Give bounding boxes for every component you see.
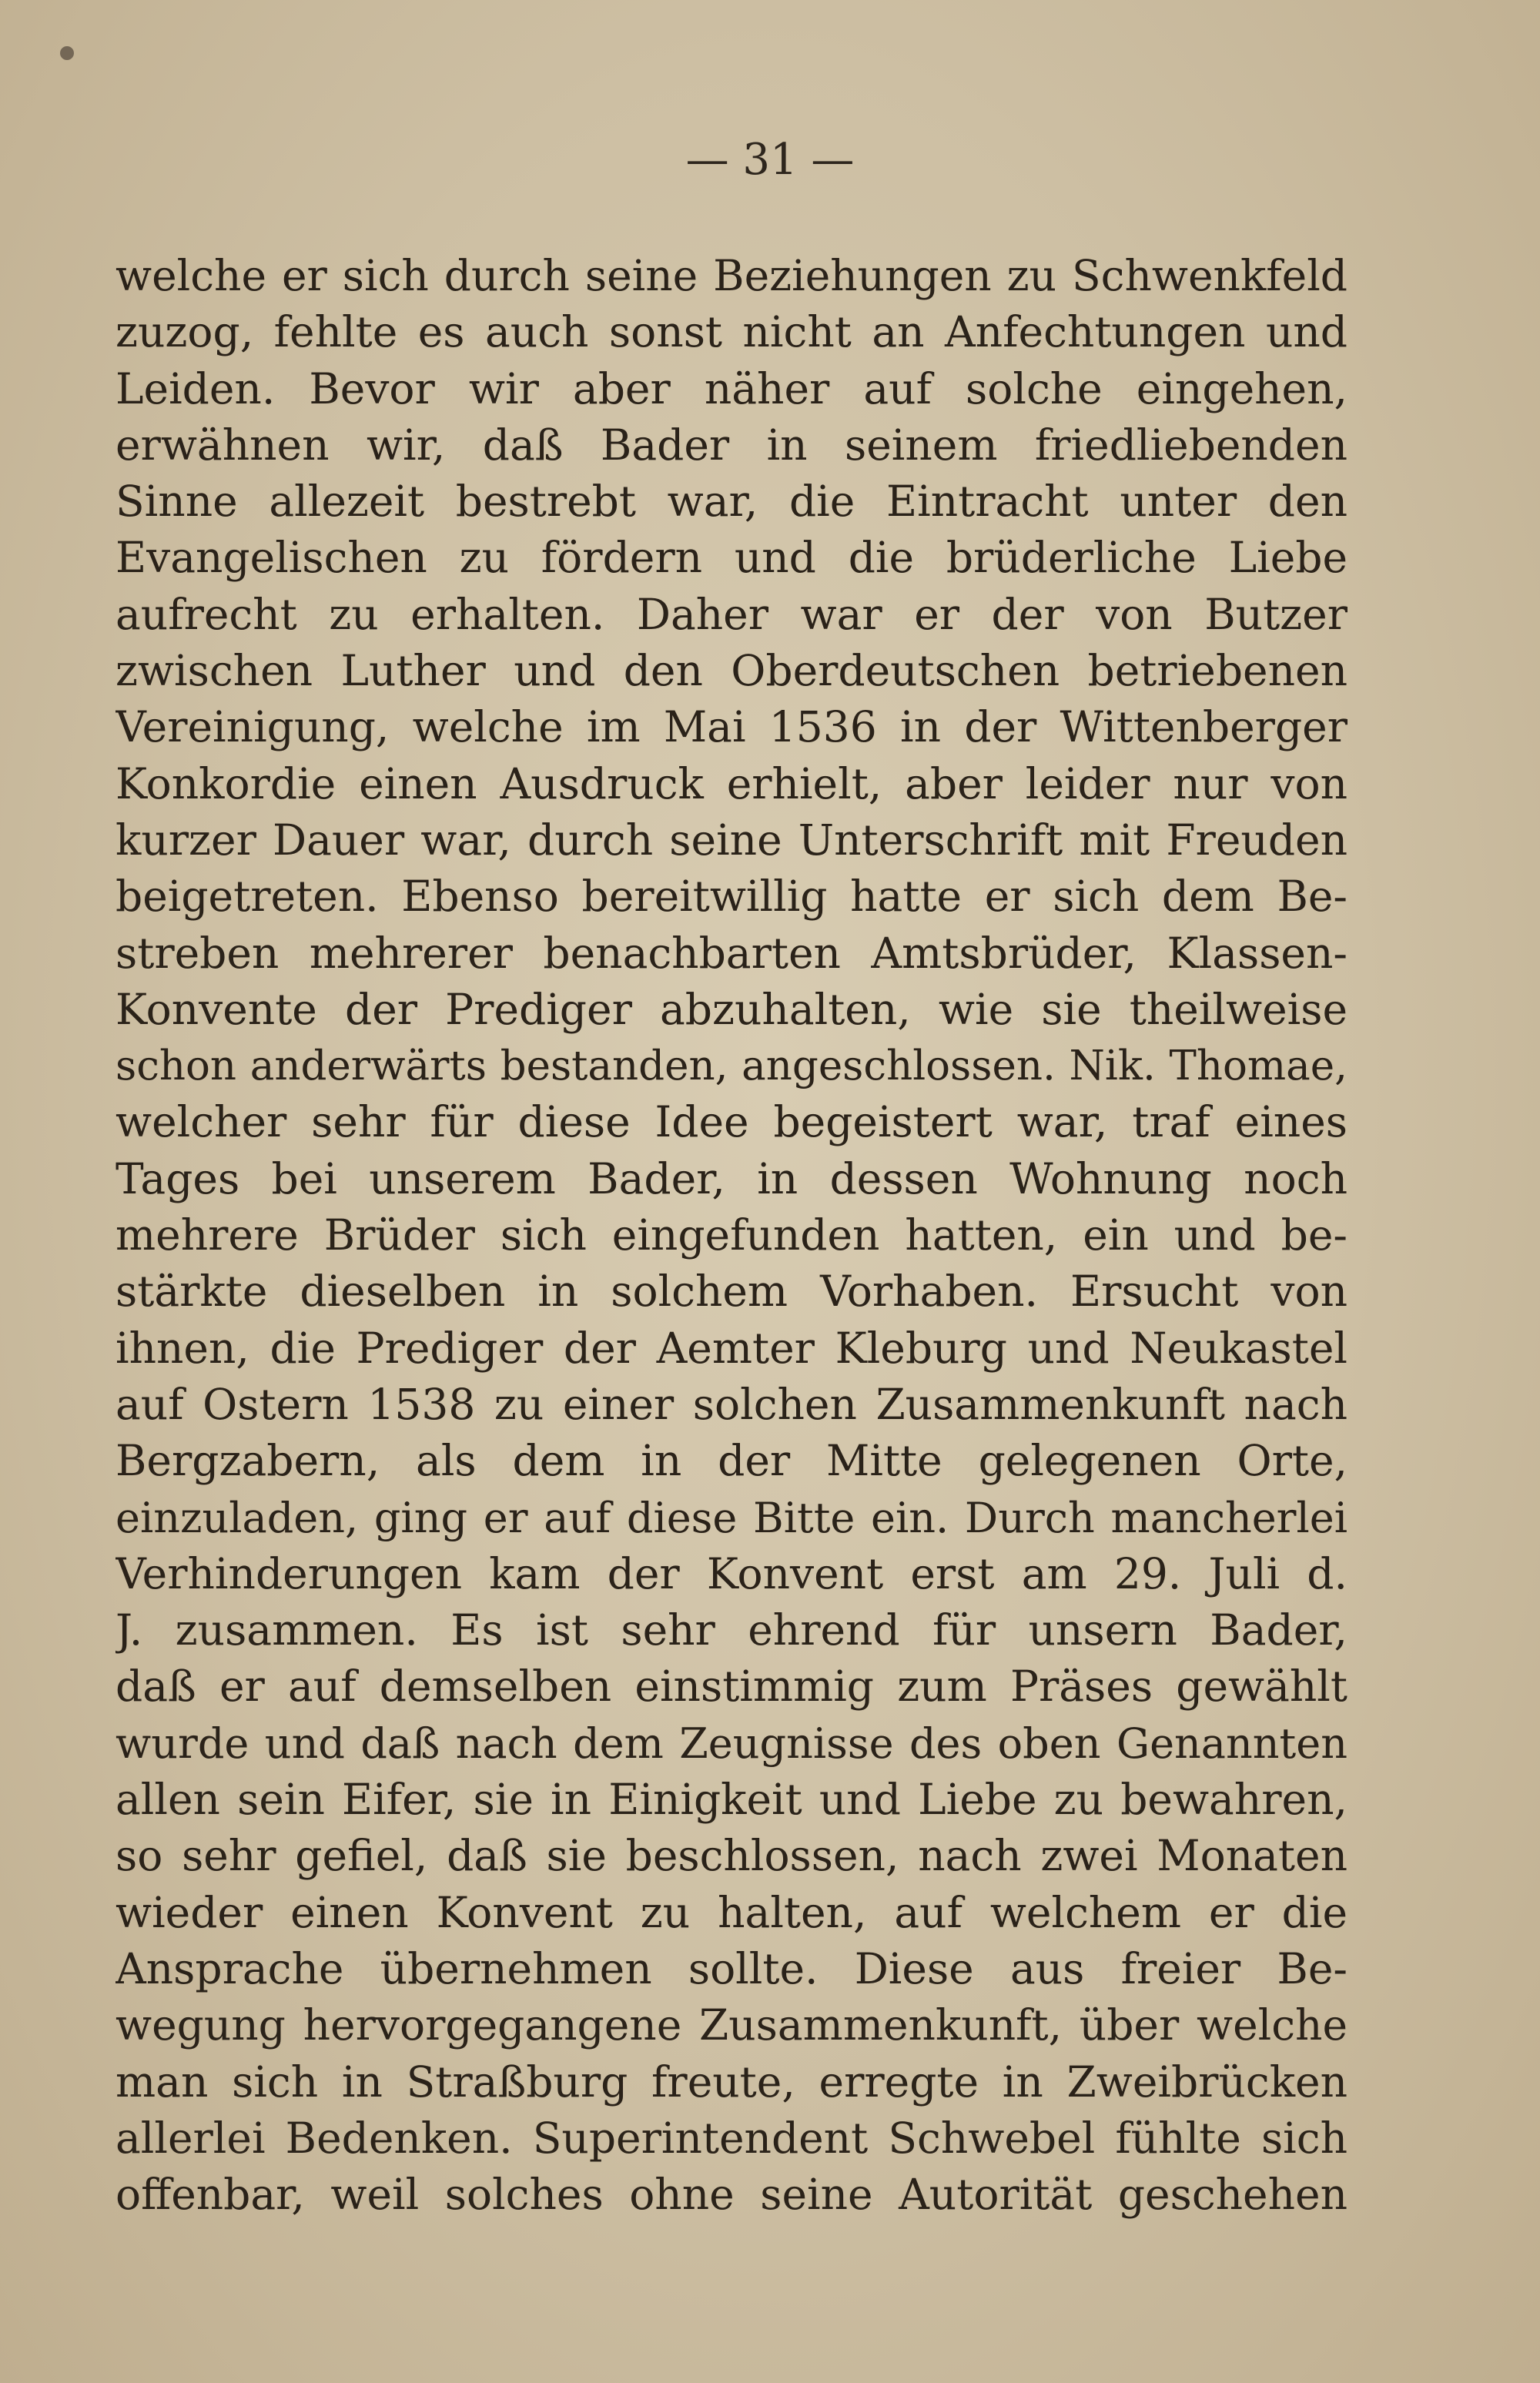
text-line: aufrecht zu erhalten. Daher war er der von Butzer (116, 589, 1348, 639)
text-line: wegung hervorgegangene Zusammenkunft, über welche (116, 2000, 1348, 2050)
text-line: offenbar, weil solches ohne seine Autorität geschehen (116, 2170, 1348, 2220)
text-line: so sehr gefiel, daß sie beschlossen, nach zwei Monaten (116, 1831, 1348, 1881)
text-line: wieder einen Konvent zu halten, auf welchem er die (116, 1887, 1348, 1937)
text-line: erwähnen wir, daß Bader in seinem friedliebenden (116, 420, 1348, 470)
text-line: Bergzabern, als dem in der Mitte gelegenen Orte, (116, 1436, 1348, 1486)
text-line: Sinne allezeit bestrebt war, die Eintracht unter den (116, 477, 1348, 527)
body-text (116, 248, 1348, 2223)
text-line: streben mehrerer benachbarten Amtsbrüder, Klassen- (116, 928, 1348, 978)
text-line: schon anderwärts bestanden, angeschlossen. Nik. Thomae, (116, 1043, 1348, 1090)
text-line: Leiden. Bevor wir aber näher auf solche eingehen, (116, 363, 1348, 413)
text-line: Evangelischen zu fördern und die brüderliche Liebe (116, 533, 1348, 583)
text-line: ihnen, die Prediger der Aemter Kleburg und Neukastel (116, 1323, 1348, 1373)
text-line: Verhinderungen kam der Konvent erst am 29. Juli d. (116, 1548, 1348, 1598)
text-line: auf Ostern 1538 zu einer solchen Zusammenkunft nach (116, 1379, 1348, 1429)
text-line: kurzer Dauer war, durch seine Unterschrift mit Freuden (116, 815, 1348, 865)
text-line: stärkte dieselben in solchem Vorhaben. Ersucht von (116, 1267, 1348, 1317)
text-line: allerlei Bedenken. Superintendent Schwebel fühlte sich (116, 2113, 1348, 2163)
text-line: Tages bei unserem Bader, in dessen Wohnung noch (116, 1153, 1348, 1203)
text-line: zuzog, fehlte es auch sonst nicht an Anfechtungen und (116, 307, 1348, 357)
text-line: welche er sich durch seine Beziehungen zu Schwenkfeld (116, 251, 1348, 300)
ink-spot (60, 46, 74, 60)
text-line: Konkordie einen Ausdruck erhielt, aber leider nur von (116, 758, 1348, 808)
text-line: daß er auf demselben einstimmig zum Präses gewählt (116, 1662, 1348, 1712)
text-line: J. zusammen. Es ist sehr ehrend für unsern Bader, (116, 1605, 1348, 1655)
text-line: Konvente der Prediger abzuhalten, wie sie theilweise (116, 984, 1348, 1034)
text-line: man sich in Straßburg freute, erregte in Zweibrücken (116, 2057, 1348, 2107)
text-line: Vereinigung, welche im Mai 1536 in der Wittenberger (116, 702, 1348, 752)
text-line: welcher sehr für diese Idee begeistert war, traf eines (116, 1097, 1348, 1147)
text-line: zwischen Luther und den Oberdeutschen betriebenen (116, 646, 1348, 696)
text-line: Ansprache übernehmen sollte. Diese aus freier Be- (116, 1943, 1348, 1993)
text-line: mehrere Brüder sich eingefunden hatten, ein und be- (116, 1210, 1348, 1260)
page-number: — 31 — (685, 135, 855, 185)
text-line: beigetreten. Ebenso bereitwillig hatte er sich dem Be- (116, 872, 1348, 922)
text-line: allen sein Eifer, sie in Einigkeit und Liebe zu bewahren, (116, 1775, 1348, 1825)
text-line: einzuladen, ging er auf diese Bitte ein. Durch mancherlei (116, 1493, 1348, 1542)
text-line: wurde und daß nach dem Zeugnisse des oben Genannten (116, 1719, 1348, 1768)
